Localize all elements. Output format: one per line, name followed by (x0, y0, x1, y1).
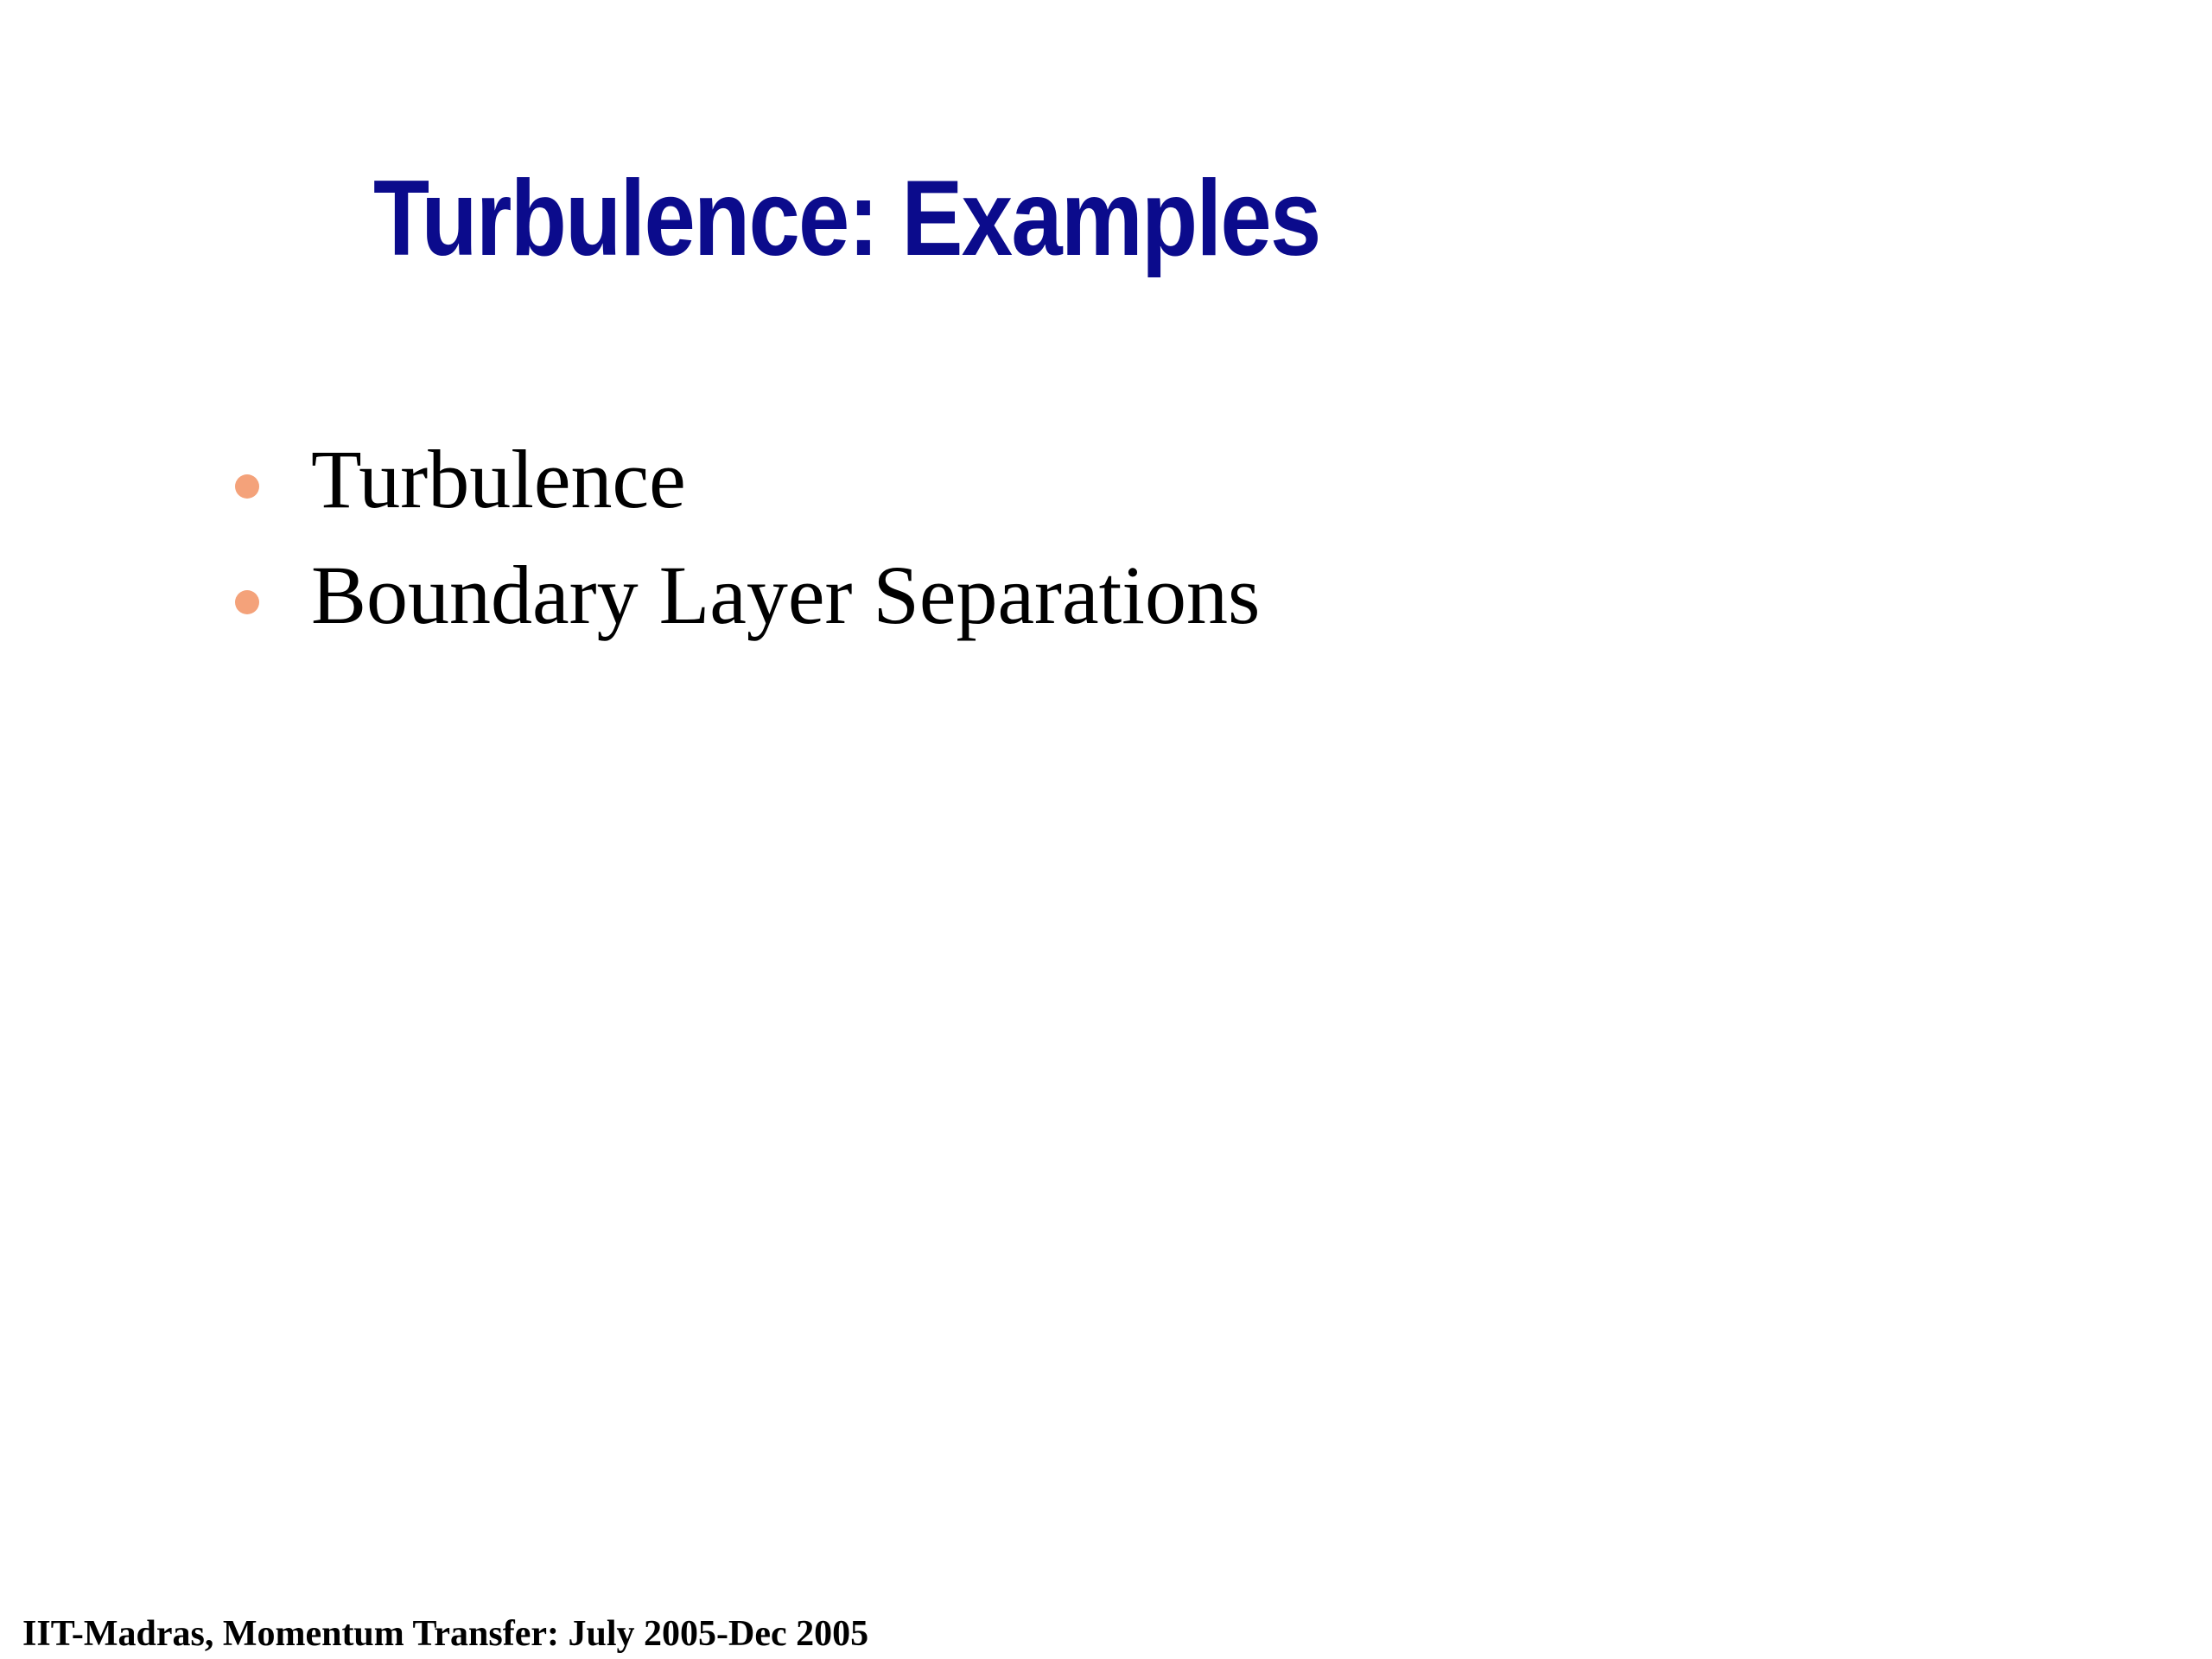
bullet-dot-icon (235, 474, 259, 499)
bullet-text: Boundary Layer Separations (311, 549, 1261, 641)
slide-title: Turbulence: Examples (373, 159, 1320, 278)
slide-footer: IIT-Madras, Momentum Transfer: July 2005-Dec 2005 (22, 1614, 869, 1654)
bullet-dot-icon (235, 590, 259, 614)
bullet-text: Turbulence (311, 433, 686, 525)
